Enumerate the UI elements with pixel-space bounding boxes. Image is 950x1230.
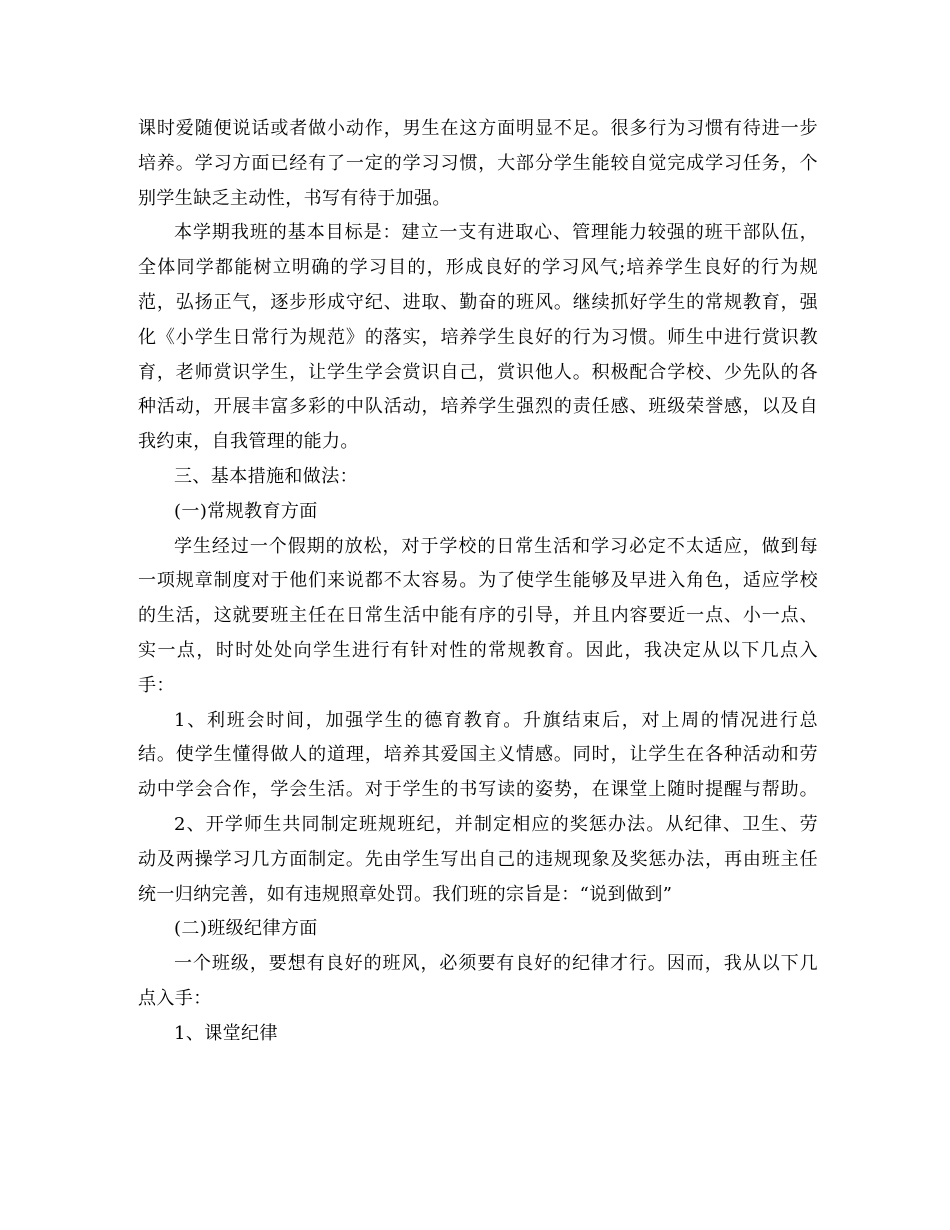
text-line: 一项规章制度对于他们来说都不太容易。为了使学生能够及早进入角色，适应学校 <box>138 570 818 592</box>
text-line: 动及两操学习几方面制定。先由学生写出自己的违规现象及奖惩办法，再由班主任 <box>138 848 818 870</box>
text-line: 动中学会合作，学会生活。对于学生的书写读的姿势，在课堂上随时提醒与帮助。 <box>138 779 818 801</box>
text-line: 统一归纳完善，如有违规照章处罚。我们班的宗旨是：“说到做到” <box>138 883 673 905</box>
text-line: 点入手： <box>138 987 212 1009</box>
text-line: 的生活，这就要班主任在日常生活中能有序的引导，并且内容要近一点、小一点、 <box>138 605 818 627</box>
text-line: 我约束，自我管理的能力。 <box>138 431 359 453</box>
section-heading: 三、基本措施和做法： <box>174 465 358 487</box>
text-line: 全体同学都能树立明确的学习目的，形成良好的学习风气;培养学生良好的行为规 <box>138 257 818 279</box>
text-line: 种活动，开展丰富多彩的中队活动，培养学生强烈的责任感、班级荣誉感，以及自 <box>138 396 818 418</box>
text-line: 实一点，时时处处向学生进行有针对性的常规教育。因此，我决定从以下几点入 <box>138 639 818 661</box>
text-line: 结。使学生懂得做人的道理，培养其爱国主义情感。同时，让学生在各种活动和劳 <box>138 744 818 766</box>
text-line: 别学生缺乏主动性，书写有待于加强。 <box>138 187 451 209</box>
subsection-heading: (一)常规教育方面 <box>174 500 318 522</box>
text-line: 育，老师赏识学生，让学生学会赏识自己，赏识他人。积极配合学校、少先队的各 <box>138 361 818 383</box>
paragraph-first-line: 本学期我班的基本目标是：建立一支有进取心、管理能力较强的班干部队伍， <box>174 222 818 244</box>
subsection-heading: (二)班级纪律方面 <box>174 918 318 940</box>
text-line: 范，弘扬正气，逐步形成守纪、进取、勤奋的班风。继续抓好学生的常规教育，强 <box>138 291 818 313</box>
paragraph-first-line: 2、开学师生共同制定班规班纪，并制定相应的奖惩办法。从纪律、卫生、劳 <box>174 813 818 835</box>
text-line: 手： <box>138 674 175 696</box>
list-item-heading: 1、课堂纪律 <box>174 1022 278 1044</box>
document-body <box>138 112 818 1052</box>
text-line: 培养。学习方面已经有了一定的学习习惯，大部分学生能较自觉完成学习任务，个 <box>138 152 818 174</box>
text-line: 课时爱随便说话或者做小动作，男生在这方面明显不足。很多行为习惯有待进一步 <box>138 118 818 139</box>
paragraph-first-line: 1、利班会时间，加强学生的德育教育。升旗结束后，对上周的情况进行总 <box>174 709 818 731</box>
paragraph-first-line: 一个班级，要想有良好的班风，必须要有良好的纪律才行。因而，我从以下几 <box>174 953 818 975</box>
paragraph-first-line: 学生经过一个假期的放松，对于学校的日常生活和学习必定不太适应，做到每 <box>174 535 818 557</box>
text-line: 化《小学生日常行为规范》的落实，培养学生良好的行为习惯。师生中进行赏识教 <box>138 326 818 348</box>
